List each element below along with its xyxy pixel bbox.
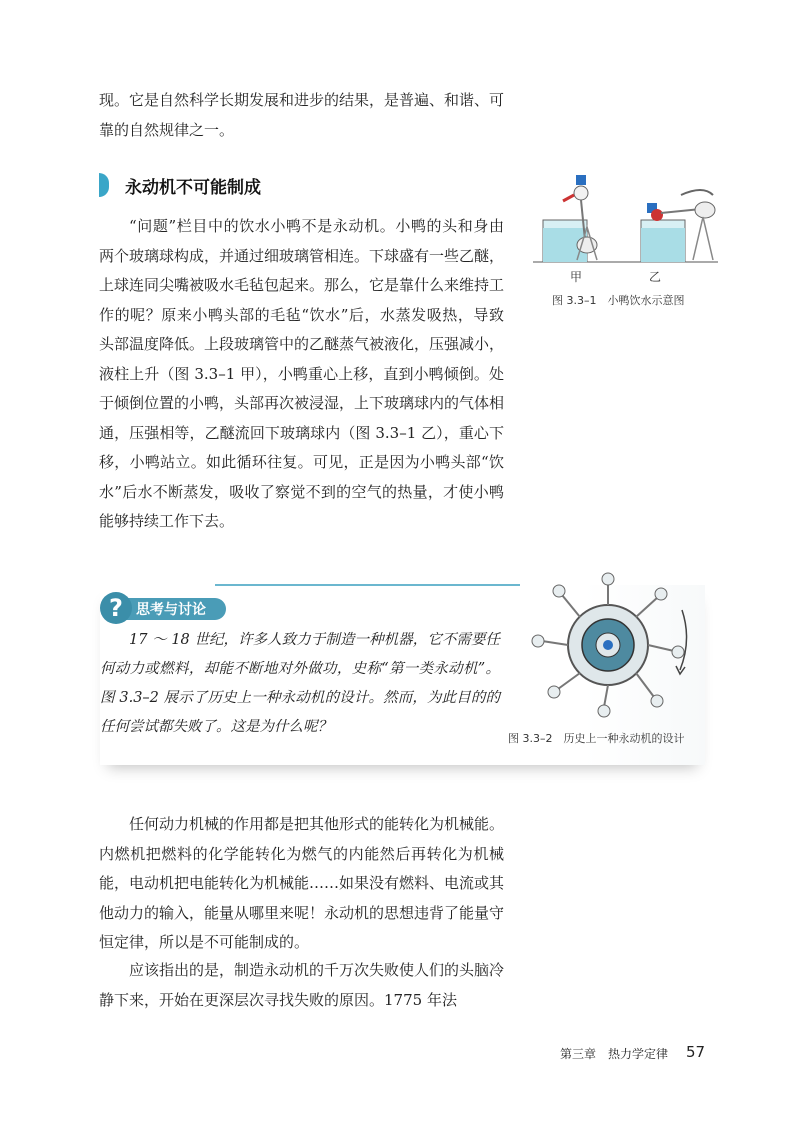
paragraph-note: 应该指出的是，制造永动机的千万次失败使人们的头脑冷静下来，开始在更深层次寻找失败的原因。1775 年法 [99,961,505,1009]
figure1-label-b: 乙 [649,270,662,284]
think-divider [215,584,520,586]
think-text: 17 ～ 18 世纪，许多人致力于制造一种机器，它不需要任何动力或燃料，却能不断地对外做功，史称“第一类永动机”。图 3.3–2 展示了历史上一种永动机的设计。然而，为此目的的任何尝试都失败了。这是为什么呢？ [100,632,500,735]
paragraph-duck: “问题”栏目中的饮水小鸭不是永动机。小鸭的头和身由两个玻璃球构成，并通过细玻璃管相连。下球盛有一些乙醚，上球连同尖嘴被吸水毛毡包起来。那么，它是靠什么来维持工作的呢？原来小鸭头部的毛毡“饮水”后，水蒸发吸热，导致头部温度降低。上段玻璃管中的乙醚蒸气被液化，压强减小，液柱上升（图 3.3–1 甲），小鸭重心上移，直到小鸭倾倒。处于倾倒位置的小鸭，头部再次被浸湿，上下玻璃球内的气体相通，压强相等，乙醚流回下玻璃球内（图 3.3–1 乙），重心下移，小鸭站立。如此循环往复。可见，正是因为小鸭头部“饮水”后水不断蒸发，吸收了察觉不到的空气的热量，才使小鸭能够持续工作下去。 [99,217,505,530]
badge-label: 思考与讨论 [136,602,206,618]
question-icon: ? [100,592,132,624]
perpetual-motion-wheel-figure [520,570,700,720]
paragraph-mechanism: 任何动力机械的作用都是把其他形式的能转化为机械能。内燃机把燃料的化学能转化为燃气的内能然后再转化为机械能，电动机把电能转化为机械能……如果没有燃料、电流或其他动力的输入，能量从哪里来呢！永动机的思想违背了能量守恒定律，所以是不可能制成的。 [99,815,505,951]
page-number: 57 [686,1043,706,1061]
section-marker [99,173,109,197]
figure2-caption: 图 3.3–2 历史上一种永动机的设计 [508,732,685,745]
chapter-label: 第三章 热力学定律 [560,1047,669,1061]
figure1-caption: 图 3.3–1 小鸭饮水示意图 [552,294,685,307]
paragraph-top: 现。它是自然科学长期发展和进步的结果，是普遍、和谐、可靠的自然规律之一。 [99,91,505,139]
think-discuss-badge [100,592,228,624]
section-heading [99,170,261,200]
figure1-label-a: 甲 [570,270,583,284]
section-title: 永动机不可能制成 [125,177,261,198]
